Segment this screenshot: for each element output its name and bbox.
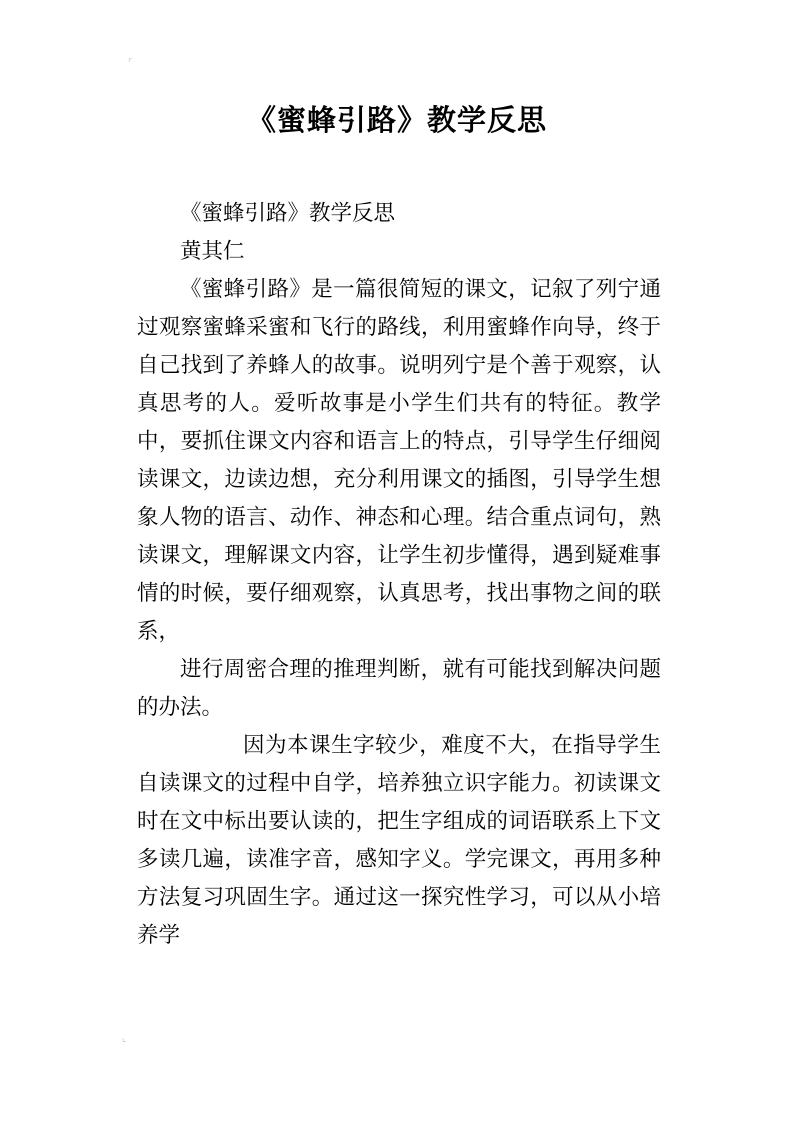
corner-mark-bottom: ⌞ [122,1033,127,1044]
paragraph-author: 黄其仁 [180,239,245,264]
paragraph-body-2: 进行周密合理的推理判断，就有可能找到解决问题的办法。 [137,657,661,720]
paragraph-body-1: 《蜜蜂引路》是一篇很简短的课文，记叙了列宁通过观察蜜蜂采蜜和飞行的路线，利用蜜蜂作向导，终于自己找到了养蜂人的故事。说明列宁是个善于观察，认真思考的人。爱听故事是小学生们共有的特征。教学中，要抓住课文内容和语言上的特点，引导学生仔细阅读课文，边读边想，充分利用课文的插图，引导学生想象人物的语言、动作、神态和心理。结合重点词句，熟读课文，理解课文内容，让学生初步懂得，遇到疑难事情的时候，要仔细观察，认真思考，找出事物之间的联系， [137,277,661,644]
document-title: 《蜜蜂引路》教学反思 [246,103,547,137]
corner-mark-top: ⌜ [128,58,133,69]
paragraph-subtitle: 《蜜蜂引路》教学反思 [180,201,396,226]
document-body [137,195,661,955]
paragraph-body-3: 因为本课生字较少，难度不大，在指导学生自读课文的过程中自学，培养独立识字能力。初读课文时在文中标出要认读的，把生字组成的词语联系上下文多读几遍，读准字音，感知字义。学完课文，再用多种方法复习巩固生字。通过这一探究性学习，可以从小培养学 [137,733,661,948]
